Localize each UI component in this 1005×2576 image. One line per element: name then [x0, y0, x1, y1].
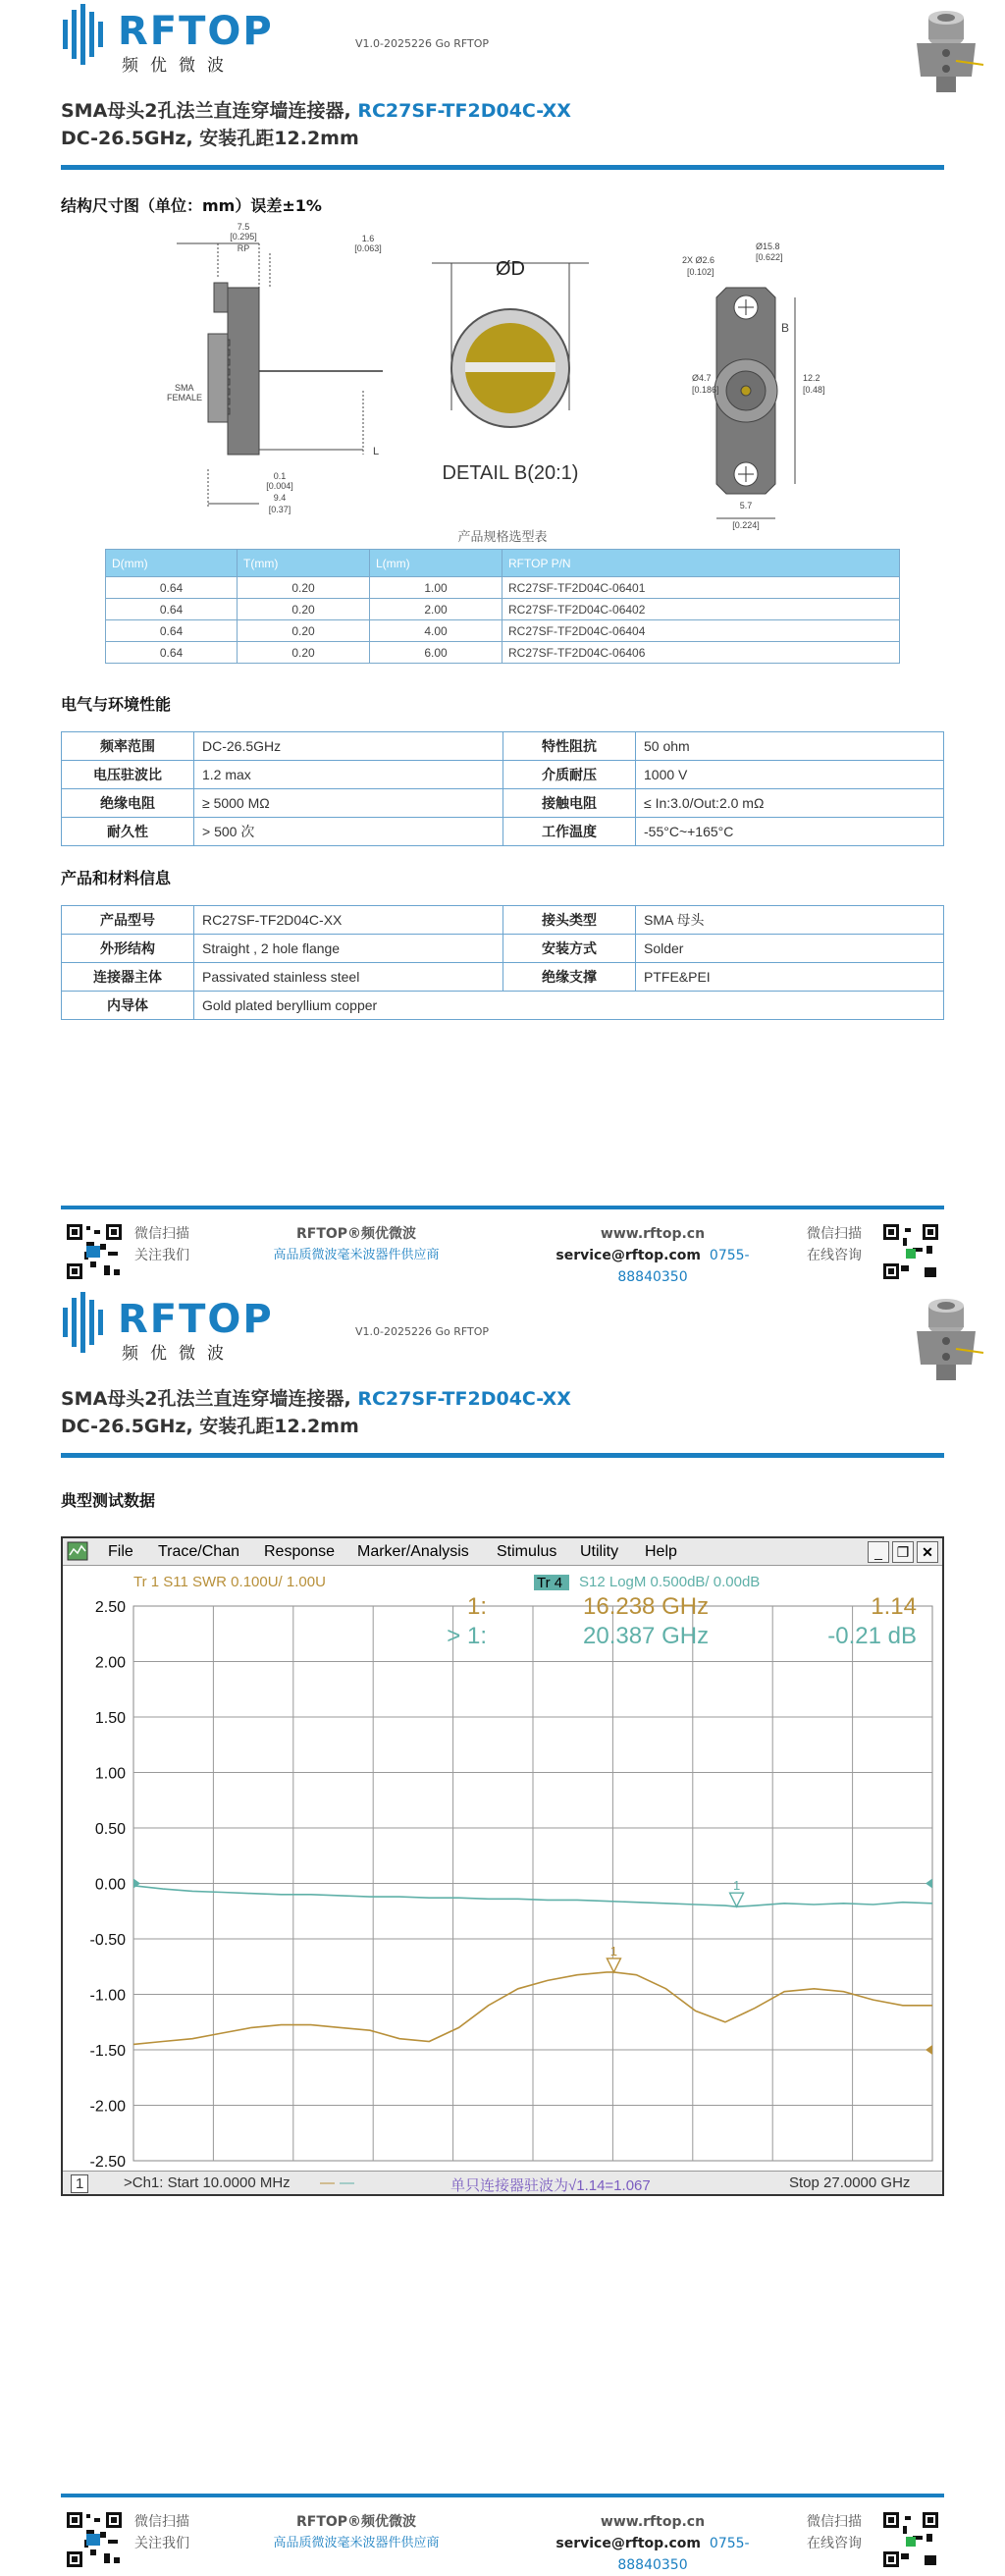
pn-cell: RC27SF-TF2D04C-06401	[502, 577, 900, 599]
menu-trace-chan[interactable]: Trace/Chan	[158, 1543, 239, 1560]
logo-text: RFTOP	[118, 9, 274, 54]
marker2-value: -0.21 dB	[827, 1623, 917, 1649]
stop-frequency: Stop 27.0000 GHz	[789, 2174, 911, 2191]
y-tick-label: -2.00	[89, 2098, 126, 2116]
qr-code-consult-icon	[881, 1222, 940, 1281]
trace4-legend-line: —	[340, 2174, 354, 2191]
trace4-tag: Tr 4	[537, 1575, 563, 1591]
footer-contact-block	[530, 1223, 775, 1288]
material-key: 产品型号	[62, 906, 194, 935]
svg-text:RP: RP	[237, 243, 250, 253]
y-tick-label: 2.50	[94, 1599, 126, 1616]
marker1-freq: 16.238 GHz	[583, 1593, 710, 1620]
page-subtitle: DC-26.5GHz, 安装孔距12.2mm	[61, 1416, 359, 1437]
footer-brand-block	[263, 1223, 450, 1266]
svg-text:1.6: 1.6	[361, 234, 375, 243]
footer-divider	[61, 2494, 944, 2497]
pn-cell: 0.64	[106, 642, 238, 664]
svg-text:B: B	[781, 321, 790, 335]
footer-brand-block	[263, 2511, 450, 2554]
svg-text:[0.186]: [0.186]	[692, 385, 719, 395]
spec-value: 1.2 max	[194, 761, 503, 789]
version-text: V1.0-2025226 Go RFTOP	[355, 37, 490, 50]
y-tick-label: 0.50	[94, 1821, 126, 1838]
header-divider	[61, 165, 944, 170]
material-value: RC27SF-TF2D04C-XX	[194, 906, 503, 935]
page-title	[61, 96, 571, 123]
vna-plot	[63, 1567, 942, 2171]
pn-header-pn: RFTOP P/N	[502, 550, 900, 577]
y-tick-label: 2.00	[94, 1654, 126, 1672]
footer-contact-block	[530, 2511, 775, 2576]
materials-table	[61, 905, 944, 1020]
qr-code-consult-icon	[881, 2510, 940, 2569]
pn-cell: 0.20	[238, 599, 370, 620]
svg-text:[0.004]: [0.004]	[266, 481, 293, 491]
spec-key: 工作温度	[503, 818, 636, 846]
footer-email[interactable]: service@rftop.com	[555, 1248, 701, 1263]
marker2-freq: 20.387 GHz	[583, 1623, 710, 1649]
menu-stimulus[interactable]: Stimulus	[497, 1543, 557, 1560]
marker-triangle	[730, 1893, 744, 1906]
svg-text:9.4: 9.4	[273, 493, 287, 503]
material-value: Passivated stainless steel	[194, 963, 503, 992]
footer-email[interactable]: service@rftop.com	[555, 2536, 701, 2551]
title-part-number: RC27SF-TF2D04C-XX	[357, 1388, 571, 1410]
electrical-section-title: 电气与环境性能	[61, 695, 172, 714]
spec-key: 接触电阻	[503, 789, 636, 818]
plot-grid	[133, 1606, 932, 2161]
logo-mark-icon	[61, 2, 114, 71]
marker1-label: 1:	[466, 1593, 487, 1620]
side-view	[177, 243, 383, 509]
svg-text:Ø15.8: Ø15.8	[756, 242, 780, 251]
footer-wechat-scan: 微信扫描	[134, 1226, 189, 1242]
test-section-title: 典型测试数据	[61, 1491, 156, 1510]
svg-text:12.2: 12.2	[803, 373, 820, 383]
footer-follow-block	[134, 2511, 189, 2554]
spec-value: ≤ In:3.0/Out:2.0 mΩ	[636, 789, 944, 818]
material-key: 外形结构	[62, 935, 194, 963]
spec-value: DC-26.5GHz	[194, 732, 503, 761]
title-cn: SMA母头2孔法兰直连穿墙连接器,	[61, 1388, 358, 1410]
svg-text:0.1: 0.1	[273, 471, 287, 481]
vna-statusbar	[63, 2171, 942, 2194]
spec-value: > 500 次	[194, 818, 503, 846]
pn-header-t: T(mm)	[238, 550, 370, 577]
menu-file[interactable]: File	[108, 1543, 133, 1560]
version-text: V1.0-2025226 Go RFTOP	[355, 1325, 490, 1338]
pn-cell: 4.00	[370, 620, 502, 642]
footer-slogan: 高品质微波毫米波器件供应商	[273, 2536, 440, 2550]
spec-key: 电压驻波比	[62, 761, 194, 789]
material-value: SMA 母头	[636, 906, 944, 935]
footer-divider	[61, 1206, 944, 1209]
channel-number: 1	[71, 2174, 88, 2193]
svg-text:5.7: 5.7	[739, 501, 753, 510]
qr-code-follow-icon	[65, 1222, 124, 1281]
logo-text: RFTOP	[118, 1297, 274, 1342]
svg-text:[0.48]: [0.48]	[803, 385, 825, 395]
vna-window	[61, 1536, 944, 2196]
electrical-table	[61, 731, 944, 846]
table-row	[106, 620, 900, 642]
dimension-drawing	[167, 222, 854, 530]
close-button[interactable]: ✕	[917, 1541, 938, 1563]
pn-cell: 0.64	[106, 620, 238, 642]
y-tick-label: -1.50	[89, 2043, 126, 2060]
table-row	[62, 963, 944, 992]
footer-website[interactable]: www.rftop.cn	[600, 2514, 706, 2530]
y-tick-labels	[90, 1599, 127, 2171]
menu-help[interactable]: Help	[645, 1543, 677, 1560]
pn-table	[105, 549, 900, 664]
material-value: Gold plated beryllium copper	[194, 992, 944, 1020]
svg-text:[0.37]: [0.37]	[268, 505, 291, 514]
pn-cell: RC27SF-TF2D04C-06404	[502, 620, 900, 642]
rftop-logo	[61, 2, 274, 76]
footer-consult: 在线咨询	[807, 2536, 862, 2551]
restore-button[interactable]: ❐	[892, 1541, 914, 1563]
y-tick-label: 0.00	[94, 1876, 126, 1894]
title-part-number: RC27SF-TF2D04C-XX	[357, 100, 571, 122]
footer-follow-block	[134, 1223, 189, 1266]
pn-header-l: L(mm)	[370, 550, 502, 577]
product-thumbnail-icon	[907, 1296, 985, 1392]
spec-value: 1000 V	[636, 761, 944, 789]
spec-key: 耐久性	[62, 818, 194, 846]
table-row	[62, 732, 944, 761]
svg-text:FEMALE: FEMALE	[167, 393, 203, 402]
spec-key: 频率范围	[62, 732, 194, 761]
svg-text:[0.224]: [0.224]	[732, 520, 760, 530]
material-key: 接头类型	[503, 906, 636, 935]
material-key: 内导体	[62, 992, 194, 1020]
pn-cell: 6.00	[370, 642, 502, 664]
ref-arrow-swr	[926, 2045, 932, 2055]
marker-triangle	[607, 1959, 620, 1972]
menu-response[interactable]: Response	[264, 1543, 336, 1560]
ref-arrow-right	[926, 1879, 932, 1889]
footer-wechat-scan: 微信扫描	[134, 2514, 189, 2530]
y-tick-label: -1.00	[89, 1987, 126, 2005]
trace4-label: S12 LogM 0.500dB/ 0.00dB	[579, 1574, 761, 1590]
rftop-logo	[61, 1290, 274, 1364]
material-key: 安装方式	[503, 935, 636, 963]
footer-follow: 关注我们	[134, 2536, 189, 2551]
vna-menubar	[63, 1538, 942, 1566]
trace1-label: Tr 1 S11 SWR 0.100U/ 1.00U	[133, 1574, 326, 1590]
vna-app-icon	[67, 1541, 88, 1561]
table-row	[62, 789, 944, 818]
svg-text:[0.063]: [0.063]	[354, 243, 382, 253]
trace1-legend-line: —	[320, 2174, 335, 2191]
footer-brand: RFTOP®频优微波	[295, 2514, 417, 2530]
page-subtitle: DC-26.5GHz, 安装孔距12.2mm	[61, 128, 359, 149]
svg-text:L: L	[373, 446, 380, 457]
table-row	[106, 642, 900, 664]
menu-marker-analysis[interactable]: Marker/Analysis	[357, 1543, 469, 1560]
footer-consult-scan: 微信扫描	[807, 2514, 862, 2530]
marker1-value: 1.14	[871, 1593, 917, 1620]
footer-consult-block	[807, 1223, 862, 1266]
marker-number: 1	[732, 1878, 741, 1894]
pn-cell: 0.64	[106, 599, 238, 620]
pn-header-d: D(mm)	[106, 550, 238, 577]
vswr-note: 单只连接器驻波为√1.14=1.067	[450, 2177, 651, 2194]
pn-table-header-row	[106, 550, 900, 577]
marker2-label: > 1:	[447, 1623, 487, 1649]
logo-mark-icon	[61, 1290, 114, 1359]
pn-cell: RC27SF-TF2D04C-06406	[502, 642, 900, 664]
drawing-section-title: 结构尺寸图（单位：mm）误差±1%	[61, 196, 322, 215]
table-row	[62, 906, 944, 935]
table-row	[106, 577, 900, 599]
materials-section-title: 产品和材料信息	[61, 869, 172, 887]
menu-utility[interactable]: Utility	[580, 1543, 619, 1560]
pn-cell: 0.20	[238, 577, 370, 599]
footer-consult-scan: 微信扫描	[807, 1226, 862, 1242]
spec-key: 特性阻抗	[503, 732, 636, 761]
spec-value: -55°C~+165°C	[636, 818, 944, 846]
svg-text:SMA: SMA	[175, 383, 194, 393]
pn-cell: 2.00	[370, 599, 502, 620]
svg-text:Ø4.7: Ø4.7	[692, 373, 712, 383]
y-tick-label: -0.50	[89, 1932, 126, 1949]
detail-b-view	[432, 258, 589, 484]
svg-text:2X Ø2.6: 2X Ø2.6	[682, 255, 715, 265]
side-view-labels	[167, 222, 382, 514]
table-row	[106, 599, 900, 620]
footer-slogan: 高品质微波毫米波器件供应商	[273, 1248, 440, 1262]
table-row	[62, 818, 944, 846]
logo-cn: 频优微波	[122, 1344, 236, 1364]
table-row	[62, 992, 944, 1020]
footer-brand: RFTOP®频优微波	[295, 1226, 417, 1242]
minimize-button[interactable]: _	[868, 1541, 889, 1563]
spec-value: 50 ohm	[636, 732, 944, 761]
footer-consult-block	[807, 2511, 862, 2554]
header-divider	[61, 1453, 944, 1458]
table-row	[62, 761, 944, 789]
spec-key: 介质耐压	[503, 761, 636, 789]
y-tick-label: 1.00	[94, 1765, 126, 1783]
qr-code-follow-icon	[65, 2510, 124, 2569]
material-key: 绝缘支撑	[503, 963, 636, 992]
footer-follow: 关注我们	[134, 1248, 189, 1263]
footer-website[interactable]: www.rftop.cn	[600, 1226, 706, 1242]
spec-key: 绝缘电阻	[62, 789, 194, 818]
title-cn: SMA母头2孔法兰直连穿墙连接器,	[61, 100, 358, 122]
marker-number: 1	[609, 1943, 618, 1959]
material-key: 连接器主体	[62, 963, 194, 992]
pn-cell: 1.00	[370, 577, 502, 599]
footer-phone: 0755-88840350	[617, 1248, 750, 1285]
footer-consult: 在线咨询	[807, 1248, 862, 1263]
svg-text:DETAIL B(20:1): DETAIL B(20:1)	[442, 462, 579, 484]
svg-text:[0.295]: [0.295]	[230, 232, 257, 242]
y-tick-label: -2.50	[89, 2154, 126, 2171]
spec-value: ≥ 5000 MΩ	[194, 789, 503, 818]
pn-cell: 0.64	[106, 577, 238, 599]
svg-text:[0.622]: [0.622]	[756, 252, 783, 262]
start-frequency: >Ch1: Start 10.0000 MHz	[124, 2174, 291, 2191]
pn-cell: RC27SF-TF2D04C-06402	[502, 599, 900, 620]
product-thumbnail-icon	[907, 8, 985, 104]
svg-text:[0.102]: [0.102]	[687, 267, 714, 277]
logo-cn: 频优微波	[122, 56, 236, 76]
svg-text:7.5: 7.5	[237, 222, 250, 232]
y-tick-label: 1.50	[94, 1710, 126, 1727]
svg-text:ØD: ØD	[496, 258, 525, 280]
pn-cell: 0.20	[238, 642, 370, 664]
material-value: PTFE&PEI	[636, 963, 944, 992]
pn-cell: 0.20	[238, 620, 370, 642]
footer-phone: 0755-88840350	[617, 2536, 750, 2573]
material-value: Solder	[636, 935, 944, 963]
material-value: Straight , 2 hole flange	[194, 935, 503, 963]
table-row	[62, 935, 944, 963]
pn-table-caption: 产品规格选型表	[457, 530, 548, 545]
page-title	[61, 1384, 571, 1411]
